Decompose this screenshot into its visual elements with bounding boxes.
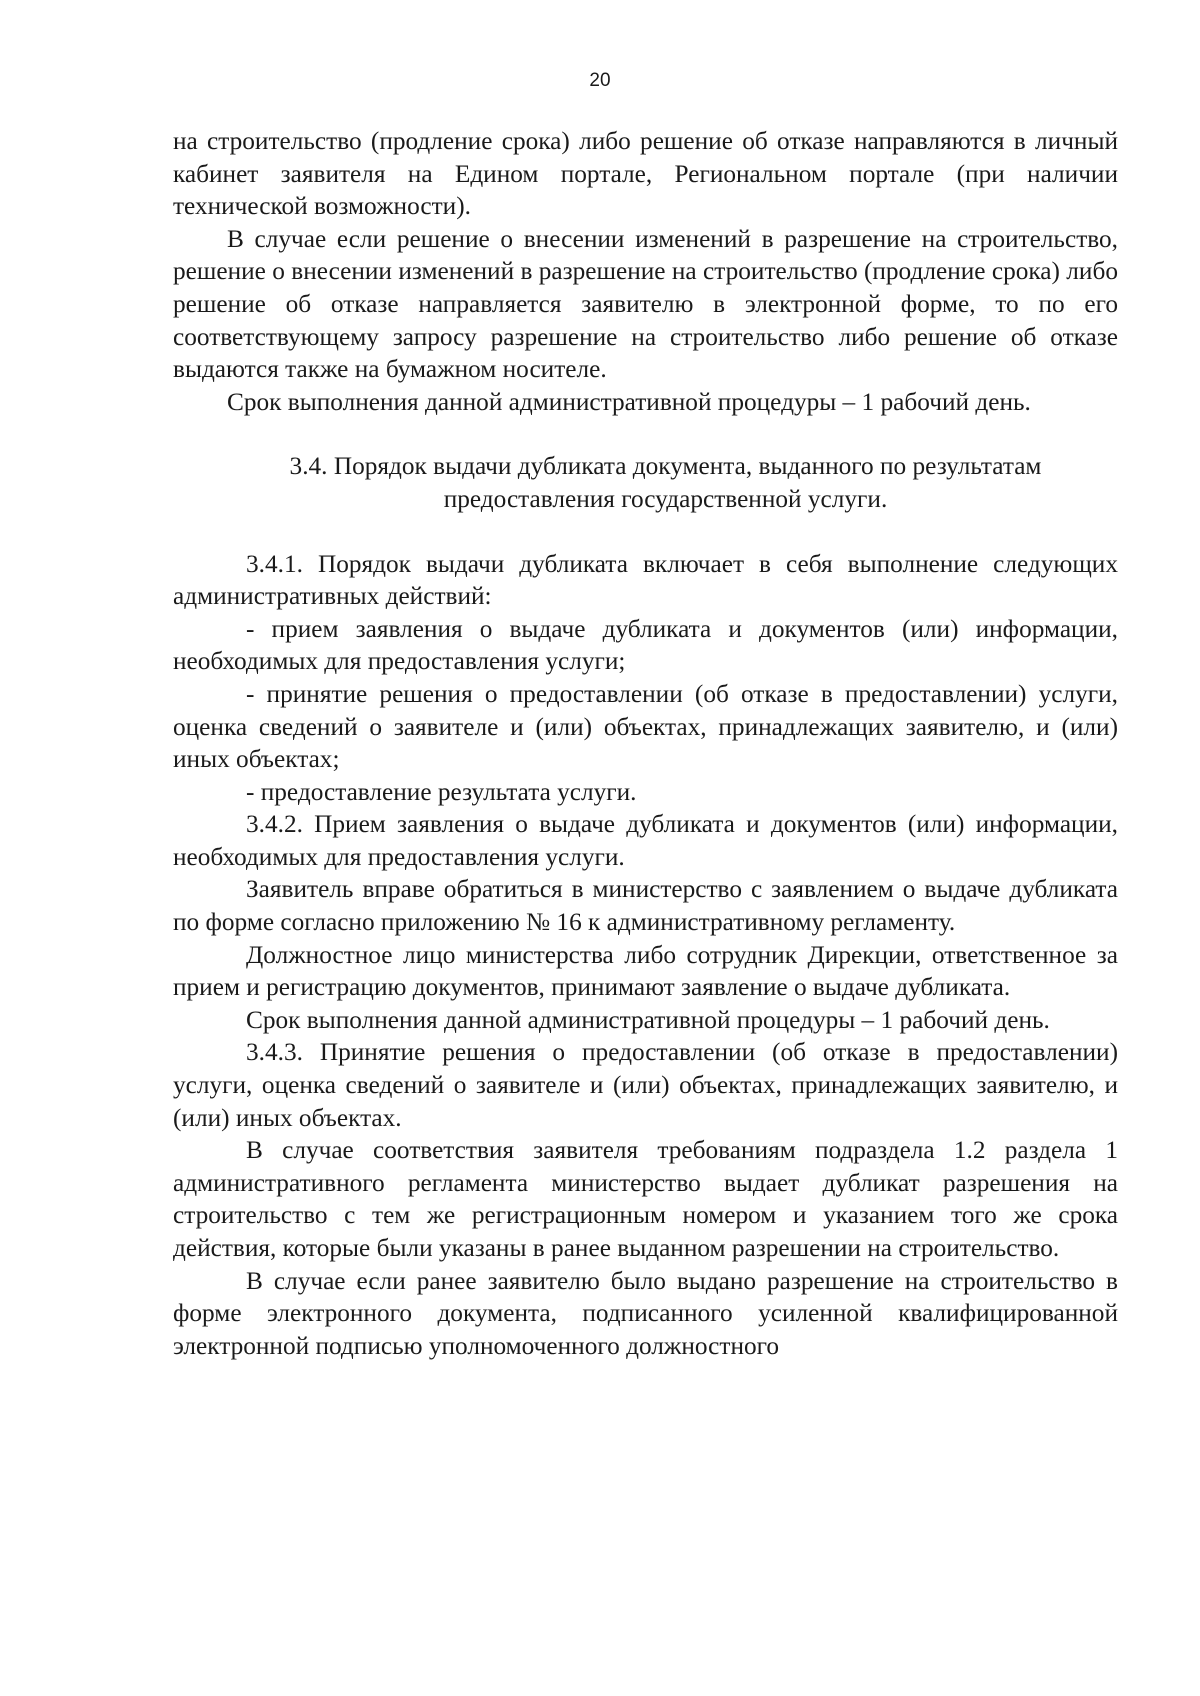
section-heading xyxy=(173,450,1118,515)
list-item-reception: - прием заявления о выдаче дубликата и документов (или) информации, необходимых для предоставления услуги; xyxy=(173,614,1118,676)
paragraph-continuation: на строительство (продление срока) либо решение об отказе направляются в личный кабинет заявителя на Едином портале, Региональном портале (при наличии технической возможности). xyxy=(173,127,1118,221)
section-heading-line-1: 3.4. Порядок выдачи дубликата документа, выданного по результатам xyxy=(289,452,1042,481)
paragraph-official: Должностное лицо министерства либо сотрудник Дирекции, ответственное за прием и регистрацию документов, принимают заявление о выдаче дубликата. xyxy=(173,940,1118,1002)
paragraph-electronic-form: В случае если решение о внесении изменений в разрешение на строительство, решение о внесении изменений в разрешение на строительство (продление срока) либо решение об отказе направляется заявителю в электронной форме, то по его соответствующему запросу разрешение на строительство либо решение об отказе выдаются также на бумажном носителе. xyxy=(173,224,1118,384)
paragraph-applicant-right: Заявитель вправе обратиться в министерство с заявлением о выдаче дубликата по форме согласно приложению № 16 к административному регламенту. xyxy=(173,875,1118,937)
paragraph-electronic-document: В случае если ранее заявителю было выдано разрешение на строительство в форме электронного документа, подписанного усиленной квалифицированной электронной подписью уполномоченного должностного xyxy=(173,1266,1118,1360)
page-number: 20 xyxy=(589,70,611,91)
list-item-result: - предоставление результата услуги. xyxy=(246,777,637,806)
paragraph-3-4-3: 3.4.3. Принятие решения о предоставлении (об отказе в предоставлении) услуги, оценка сведений о заявителе и (или) объектах, принадлежащих заявителю, и (или) иных объектах. xyxy=(173,1038,1118,1132)
paragraph-3-4-1: 3.4.1. Порядок выдачи дубликата включает в себя выполнение следующих административных действий: xyxy=(173,549,1118,611)
document-body xyxy=(173,125,1118,1362)
section-heading-line-2: предоставления государственной услуги. xyxy=(443,484,888,513)
list-item-decision: - принятие решения о предоставлении (об отказе в предоставлении) услуги, оценка сведений о заявителе и (или) объектах, принадлежащих заявителю, и (или) иных объектах; xyxy=(173,679,1118,774)
paragraph-deadline-2: Срок выполнения данной административной процедуры – 1 рабочий день. xyxy=(246,1005,1050,1034)
paragraph-deadline: Срок выполнения данной административной процедуры – 1 рабочий день. xyxy=(227,387,1031,416)
paragraph-3-4-2: 3.4.2. Прием заявления о выдаче дубликата и документов (или) информации, необходимых для предоставления услуги. xyxy=(173,810,1118,871)
paragraph-duplicate-issue: В случае соответствия заявителя требованиям подраздела 1.2 раздела 1 административного регламента министерство выдает дубликат разрешения на строительство с тем же регистрационным номером и указанием того же срока действия, которые были указаны в ранее выданном разрешении на строительство. xyxy=(173,1136,1118,1262)
